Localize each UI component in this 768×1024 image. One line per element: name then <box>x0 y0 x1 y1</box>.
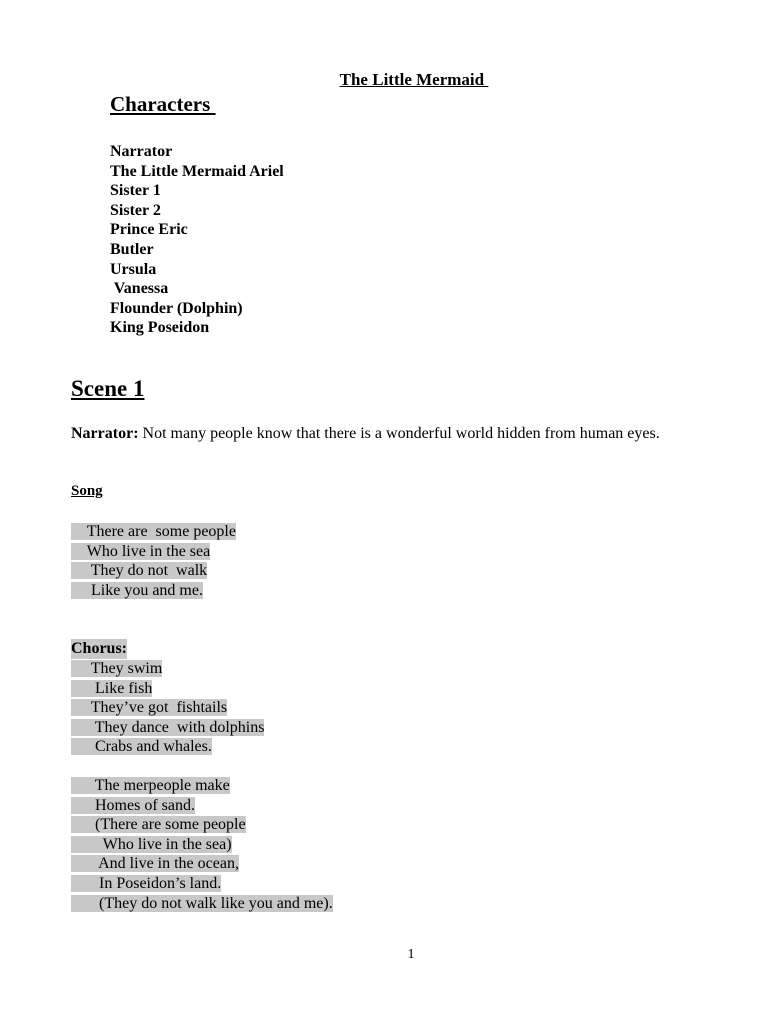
chorus-lyrics <box>71 659 264 757</box>
narration-paragraph <box>71 424 731 444</box>
character-item: Narrator <box>110 143 173 160</box>
character-item: Ursula <box>110 260 157 278</box>
character-item: Flounder (Dolphin) <box>110 299 243 317</box>
lyric-line: Who live in the sea <box>71 542 211 560</box>
narration-text: Not many people know that there is a wonderful world hidden from human eyes. <box>138 425 660 442</box>
scene-heading: Scene 1 <box>71 376 145 401</box>
lyric-line: (They do not walk like you and me). <box>71 894 333 912</box>
page-number: 1 <box>407 947 415 962</box>
document-title: The Little Mermaid <box>339 70 489 89</box>
song-label: Song <box>71 483 103 499</box>
character-item: Sister 1 <box>110 182 161 200</box>
lyric-line: (There are some people <box>71 816 246 834</box>
lyric-line: In Poseidon’s land. <box>71 874 222 892</box>
lyric-line: And live in the ocean, <box>71 855 239 873</box>
lyric-line: They dance with dolphins <box>71 718 265 736</box>
verse-two-lyrics <box>71 776 333 913</box>
character-item: Butler <box>110 240 154 258</box>
lyric-line: They do not walk <box>71 562 208 580</box>
chorus-label: Chorus: <box>71 640 128 657</box>
character-item: King Poseidon <box>110 319 210 337</box>
character-item: The Little Mermaid Ariel <box>110 162 284 180</box>
lyric-line: There are some people <box>71 523 236 540</box>
lyric-line: They’ve got fishtails <box>71 699 228 717</box>
character-item: Vanessa <box>110 280 169 298</box>
characters-heading: Characters <box>110 92 216 116</box>
lyric-line: The merpeople make <box>71 777 230 794</box>
character-list <box>110 142 284 338</box>
lyric-line: Who live in the sea) <box>71 835 232 853</box>
narration-speaker: Narrator: <box>71 425 139 442</box>
lyric-line: Crabs and whales. <box>71 738 212 756</box>
lyric-line: Like fish <box>71 679 153 697</box>
lyric-line: Like you and me. <box>71 581 203 599</box>
lyric-line: Homes of sand. <box>71 796 195 814</box>
character-item: Prince Eric <box>110 221 188 239</box>
song-lyrics <box>71 522 236 600</box>
character-item: Sister 2 <box>110 201 161 219</box>
lyric-line: They swim <box>71 660 163 677</box>
